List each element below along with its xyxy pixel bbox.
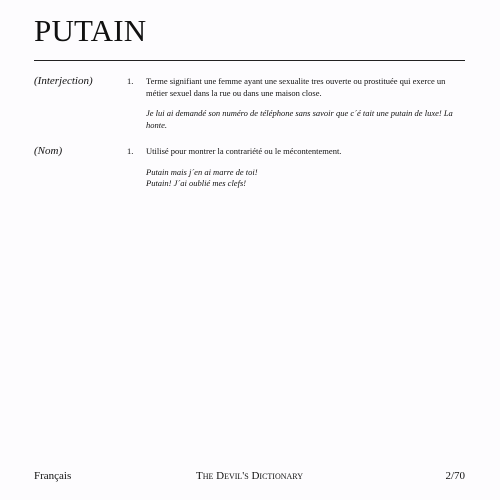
sense-number: 1.	[127, 76, 134, 86]
part-of-speech: (Interjection)	[34, 75, 93, 87]
sense-body	[146, 146, 465, 190]
footer-language: Français	[34, 470, 72, 482]
example-sentence: Je lui ai demandé son numéro de téléphone sans savoir que c´é tait une putain de luxe! La honte.	[146, 108, 453, 130]
definition: Utilisé pour montrer la contrariété ou le mécontentement.	[146, 146, 342, 156]
footer-title: The Devil's Dictionary	[196, 470, 303, 482]
headword: PUTAIN	[34, 13, 147, 48]
sense-number: 1.	[127, 146, 134, 156]
header-divider	[34, 60, 465, 61]
page-number: 2/70	[445, 470, 465, 482]
example-sentence: Putain mais j´en ai marre de toi!	[146, 166, 258, 177]
definition: Terme signifiant une femme ayant une sexualite tres ouverte ou prostituée qui exerce un métier sexuel dans la rue ou dans une maison close.	[146, 76, 446, 98]
sense-body	[146, 76, 465, 131]
example-sentence: Putain! J´ai oublié mes clefs!	[146, 178, 247, 188]
part-of-speech: (Nom)	[34, 145, 63, 157]
page-footer	[34, 469, 465, 483]
example-block	[146, 108, 465, 131]
example-block	[146, 167, 465, 190]
